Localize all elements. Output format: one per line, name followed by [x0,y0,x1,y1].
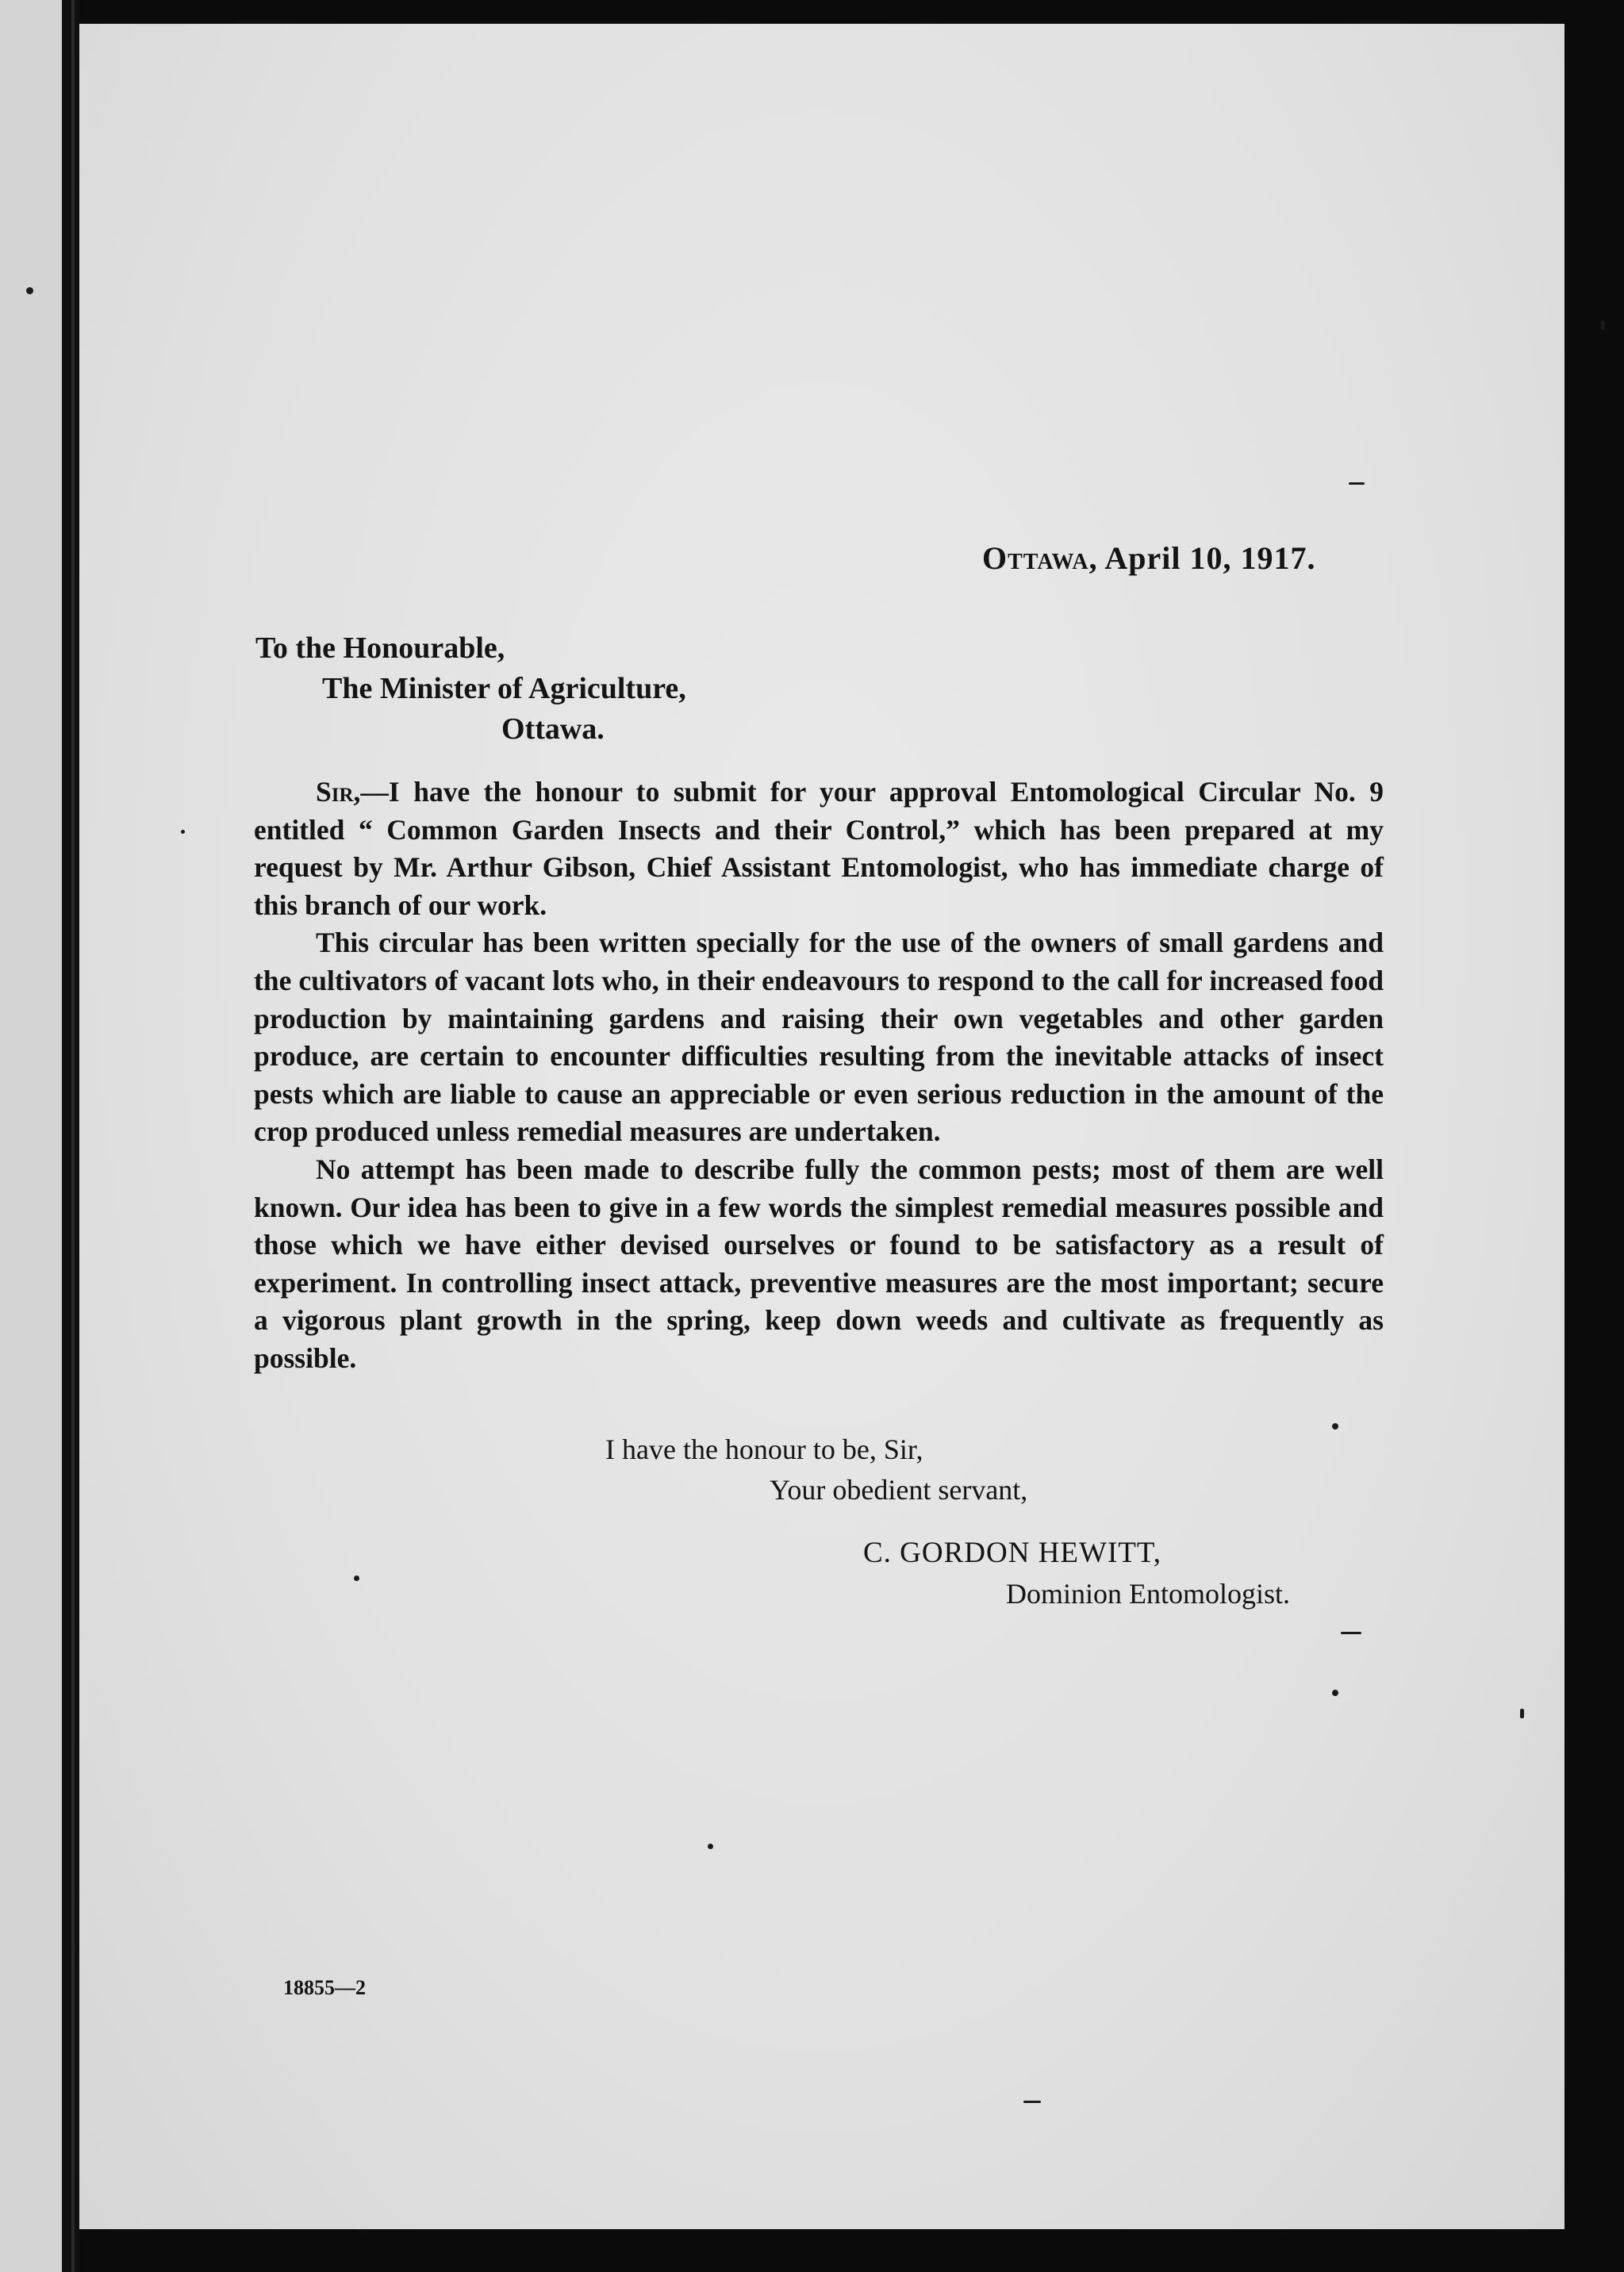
signature-name: C. GORDON HEWITT, [863,1537,1161,1569]
dust-speck [1601,320,1605,330]
dust-speck [708,1844,713,1849]
dust-speck [181,830,185,834]
letter-body [254,773,1384,1378]
dateline-date: , April 10, 1917. [1088,540,1316,576]
address-line-3: Ottawa. [501,712,605,746]
folio-number: 18855—2 [283,1976,366,1999]
dust-speck [1332,1690,1338,1696]
dateline-place: Ottawa [982,540,1089,576]
closing-line-2: Your obedient servant, [770,1474,1028,1506]
salutation: Sir, [316,776,361,808]
dust-speck [1341,1632,1361,1634]
binding-edge [62,0,79,2272]
paragraph-2: This circular has been written specially for the use of the owners of small gardens and the cultivators of vacant lots who, in their endeavours to respond to the call for increased food production by maintaining gardens and raising their own vegetables and other garden produce, are certain to encounter difficulties resulting from the inevitable attacks of insect pests which are liable to cause an appreciable or even serious reduction in the amount of the crop produced unless remedial measures are undertaken. [254,927,1384,1148]
dust-speck [354,1575,359,1581]
dust-speck [1023,2101,1041,2103]
paragraph-1 [254,773,1384,924]
paragraph-1-text: —I have the honour to submit for your approval Entomological Circular No. 9 entitled “ Common Garden Insects and their Control,” which has been prepared at my request by Mr. Arthur Gibson, Chief Assistant Entomologist, who has immediate charge of this branch of our work. [254,776,1384,921]
closing-line-1: I have the honour to be, Sir, [605,1433,923,1465]
signature-title: Dominion Entomologist. [1006,1578,1291,1610]
dust-speck [1349,482,1365,485]
dateline [982,539,1316,577]
dust-speck [1332,1423,1338,1430]
binding-line [71,0,75,2272]
dust-speck [26,287,33,294]
address-line-1: To the Honourable, [255,631,505,665]
paragraph-3: No attempt has been made to describe fully the common pests; most of them are well known. Our idea has been to give in a few words the simplest remedial measures possible and those which we have either devised ourselves or found to be satisfactory as a result of experiment. In controlling insect attack, preventive measures are the most important; secure a vigorous plant growth in the spring, keep down weeds and cultivate as frequently as possible. [254,1153,1384,1374]
dust-speck [1520,1709,1524,1718]
address-line-2: The Minister of Agriculture, [322,672,686,705]
